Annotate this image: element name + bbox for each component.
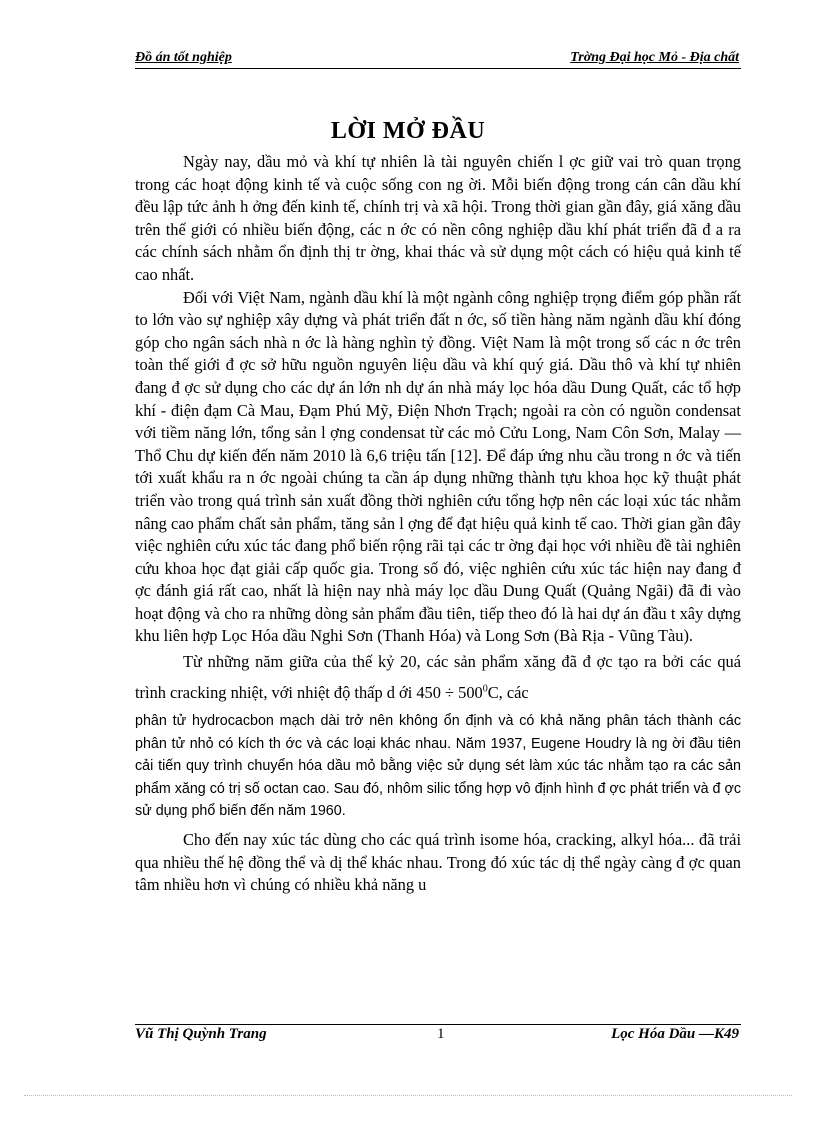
paragraph-1: Ngày nay, dầu mỏ và khí tự nhiên là tài nguyên chiến l ợc giữ vai trò quan trọng trong các hoạt động kinh tế và cuộc sống con ng ời. Mỗi biến động trong cán cân dầu khí đều lập tức ảnh h ởng đến kinh tế, chính trị và xã hội. Trong thời gian gần đây, giá xăng dầu trên thế giới có nhiều biến động, các n ớc có nền công nghiệp dầu khí phát triển đã đ a ra các chính sách nhằm ổn định thị tr ờng, khai thác và sử dụng một cách có hiệu quả kinh tế cao nhất. [135,152,741,284]
page-number: 1 [437,1026,445,1042]
header-document-type: Đồ án tốt nghiệp [135,50,232,65]
paragraph-3-text: Từ những năm giữa của thế kỷ 20, các sản phẩm xăng đã đ ợc tạo ra bởi các quá trình cracking nhiệt, với nhiệt độ thấp d ới 450 ÷ 500 [135,652,741,703]
page-footer [135,1026,741,1046]
document-body [135,151,741,897]
footer-author: Vũ Thị Quỳnh Trang [135,1026,267,1042]
paragraph-3 [135,646,741,708]
paragraph-4: phân tử hydrocacbon mạch dài trở nên không ổn định và có khả năng phân tách thành các phân tử nhỏ có kích th ớc và các loại khác nhau. Năm 1937, Eugene Houdry là ng ời đầu tiên cải tiến quy trình chuyển hóa dầu mỏ bằng việc sử dụng sét làm xúc tác nhằm tạo ra các sản phẩm xăng có trị số octan cao. Sau đó, nhôm silic tổng hợp vô định hình đ ợc phát triển và đ ợc sử dụng phổ biến đến năm 1960. [135,713,741,820]
page-title: LỜI MỞ ĐẦU [330,118,486,144]
page-header [135,50,741,69]
footer-program: Lọc Hóa Dầu —K49 [611,1026,739,1042]
page-edge-dotted-line [24,1095,792,1096]
paragraph-2: Đối với Việt Nam, ngành dầu khí là một ngành công nghiệp trọng điểm góp phần rất to lớn vào sự nghiệp xây dựng và phát triển đất n ớc, số tiền hàng năm ngành dầu khí đóng góp cho ngân sách nhà n ớc là hàng nghìn tỷ đồng. Việt Nam là một trong số các n ớc trên toàn thế giới đ ợc sở hữu nguồn nguyên liệu dầu và khí quý giá. Dầu thô và khí tự nhiên đang đ ợc sử dụng cho các dự án lớn nh dự án nhà máy lọc hóa dầu Dung Quất, các tổ hợp khí - điện đạm Cà Mau, Đạm Phú Mỹ, Điện Nhơn Trạch; ngoài ra còn có nguồn condensat với tiềm năng lớn, tổng sản l ợng condensat từ các mỏ Cửu Long, Nam Côn Sơn, Malay — Thổ Chu dự kiến đến năm 2010 là 6,6 triệu tấn [12]. Để đáp ứng nhu cầu trong n ớc và tiến tới xuất khẩu ra n ớc ngoài chúng ta cần áp dụng những thành tựu khoa học kỹ thuật phát triển vào trong quá trình sản xuất đồng thời nghiên cứu tổng hợp nên các loại xúc tác nhằm nâng cao phẩm chất sản phẩm, tăng sản l ợng để đạt hiệu quả kinh tế cao. Thời gian gần đây việc nghiên cứu xúc tác đang phổ biến rộng rãi tại các tr ờng đại học với nhiều đề tài nghiên cứu khoa học đạt giải cấp quốc gia. Trong số đó, việc nghiên cứu xúc tác hiện nay đang đ ợc đánh giá rất cao, nhất là hiện nay nhà máy lọc dầu Dung Quất (Quảng Ngãi) đã đi vào hoạt động và cho ra những dòng sản phẩm đầu tiên, tiếp theo đó là hai dự án đầu t xây dựng khu liên hợp Lọc Hóa dầu Nghi Sơn (Thanh Hóa) và Long Sơn (Bà Rịa - Vũng Tàu). [135,287,741,646]
paragraph-5: Cho đến nay xúc tác dùng cho các quá trình isome hóa, cracking, alkyl hóa... đã trải qua nhiều thế hệ đồng thể và dị thể khác nhau. Trong đó xúc tác dị thể ngày càng đ ợc quan tâm nhiều hơn vì chúng có nhiều khả năng u [135,830,741,895]
footer-rule [135,1024,741,1025]
header-university: Trờng Đại học Mỏ - Địa chất [570,50,739,65]
paragraph-3-tail: C, các [487,683,529,703]
degree-superscript: 0 [482,683,488,695]
